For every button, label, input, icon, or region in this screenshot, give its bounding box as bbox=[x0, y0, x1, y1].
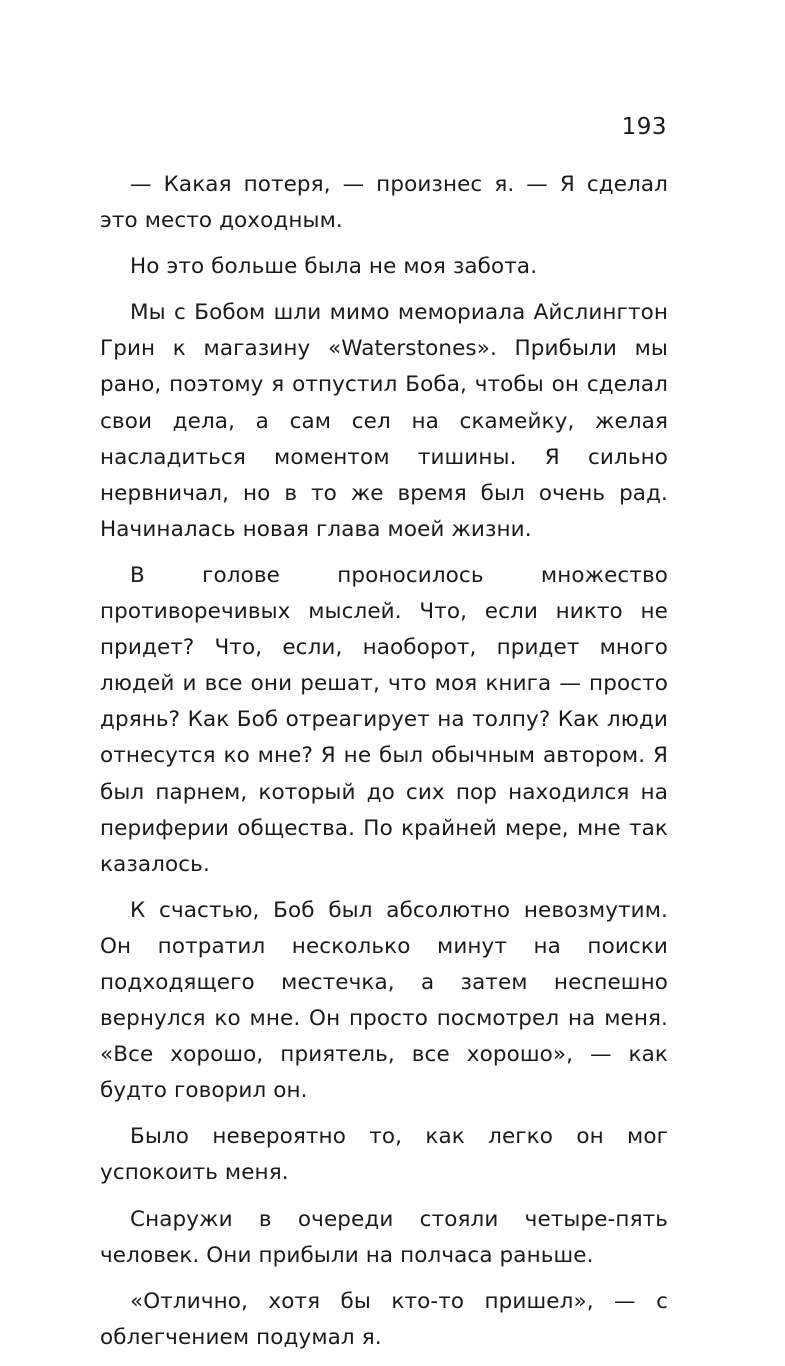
paragraph: Мы с Бобом шли мимо мемориала Айслингтон Грин к магазину «Waterstones». Прибыли мы рано, поэтому я отпустил Боба, чтобы он сделал свои дела, а сам сел на скамейку, желая насладиться моментом тишины. Я сильно нервничал, но в то же время был очень рад. Начиналась новая глава моей жизни. bbox=[100, 300, 668, 542]
paragraph: К счастью, Боб был абсолютно невозмутим. Он потратил несколько минут на поиски подходящего местечка, а затем неспешно вернулся ко мне. Он просто посмотрел на меня. «Все хорошо, приятель, все хорошо», — как будто говорил он. bbox=[100, 897, 668, 1104]
paragraph: — Какая потеря, — произнес я. — Я сделал это место доходным. bbox=[100, 172, 668, 234]
paragraph: Но это больше была не моя забота. bbox=[130, 254, 538, 280]
paragraph: В голове проносилось множество противоречивых мыслей. Что, если никто не придет? Что, если, наоборот, придет много людей и все они решат, что моя книга — просто дрянь? Как Боб отреагирует на толпу? Как люди отнесутся ко мне? Я не был обычным автором. Я был парнем, который до сих пор находился на периферии общества. По крайней мере, мне так казалось. bbox=[100, 562, 668, 877]
paragraph: Было невероятно то, как легко он мог успокоить меня. bbox=[100, 1124, 668, 1186]
paragraph: «Отлично, хотя бы кто-то пришел», — с облегчением подумал я. bbox=[100, 1288, 668, 1350]
body-text bbox=[100, 167, 668, 1366]
paragraph: Снаружи в очереди стояли четыре-пять человек. Они прибыли на полчаса раньше. bbox=[100, 1206, 668, 1268]
page-number: 193 bbox=[621, 114, 667, 140]
